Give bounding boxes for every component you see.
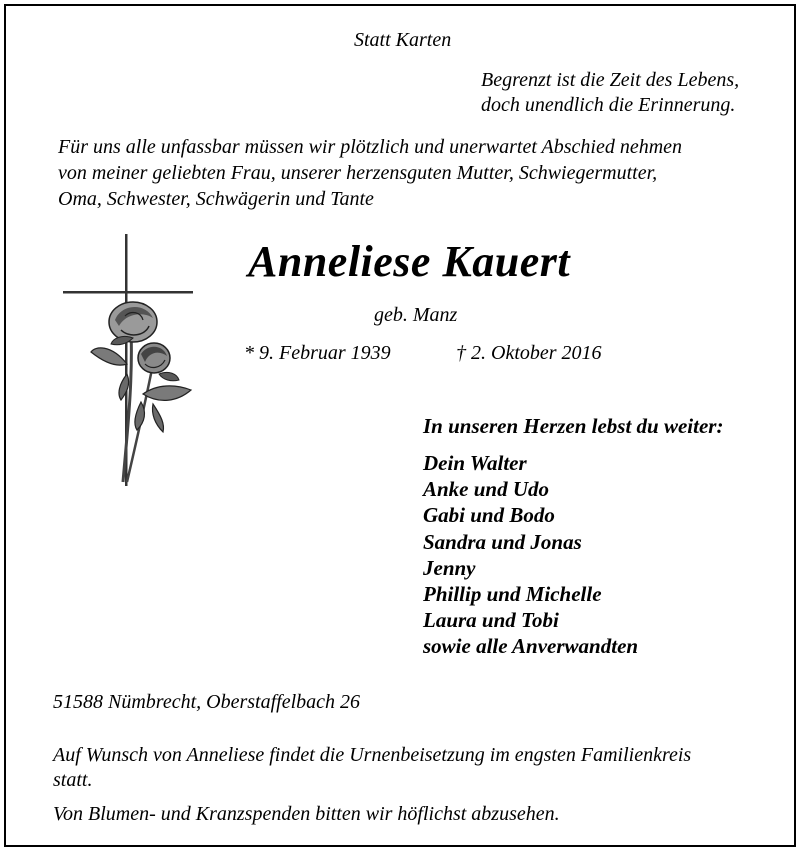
mourners-list (423, 450, 638, 660)
mourner-entry: Laura und Tobi (423, 608, 559, 633)
memorial-quote (481, 68, 739, 118)
flowers-note: Von Blumen- und Kranzspenden bitten wir höflichst abzusehen. (53, 803, 560, 825)
address: 51588 Nümbrecht, Oberstaffelbach 26 (53, 691, 361, 713)
quote-line: doch unendlich die Erinnerung. (481, 94, 736, 116)
quote-line: Begrenzt ist die Zeit des Lebens, (481, 69, 740, 91)
urn-line: Auf Wunsch von Anneliese findet die Urnenbeisetzung im engsten Familienkreis (53, 744, 692, 766)
urn-line: statt. (53, 769, 93, 791)
mourner-entry: Gabi und Bodo (423, 503, 555, 528)
intro-text (58, 134, 682, 212)
birth-date: * 9. Februar 1939 (244, 342, 391, 364)
mourner-entry: Anke und Udo (423, 477, 550, 502)
mourners-heading: In unseren Herzen lebst du weiter: (423, 414, 724, 438)
intro-line: Für uns alle unfassbar müssen wir plötzlich und unerwartet Abschied nehmen (58, 136, 683, 158)
birth-name: geb. Manz (374, 304, 458, 326)
urn-notice (53, 743, 691, 793)
cross-with-roses-icon (61, 234, 201, 494)
mourner-entry: Phillip und Michelle (423, 582, 602, 607)
mourner-entry: Dein Walter (423, 451, 527, 475)
death-date: † 2. Oktober 2016 (456, 342, 602, 364)
intro-line: Oma, Schwester, Schwägerin und Tante (58, 188, 374, 210)
statt-karten-label: Statt Karten (354, 29, 452, 51)
deceased-name: Anneliese Kauert (248, 237, 571, 286)
obituary-notice (4, 4, 796, 847)
mourner-entry: Sandra und Jonas (423, 529, 582, 554)
mourner-entry: Jenny (423, 555, 476, 580)
intro-line: von meiner geliebten Frau, unserer herzensguten Mutter, Schwiegermutter, (58, 162, 658, 184)
mourner-entry: sowie alle Anverwandten (423, 634, 639, 659)
